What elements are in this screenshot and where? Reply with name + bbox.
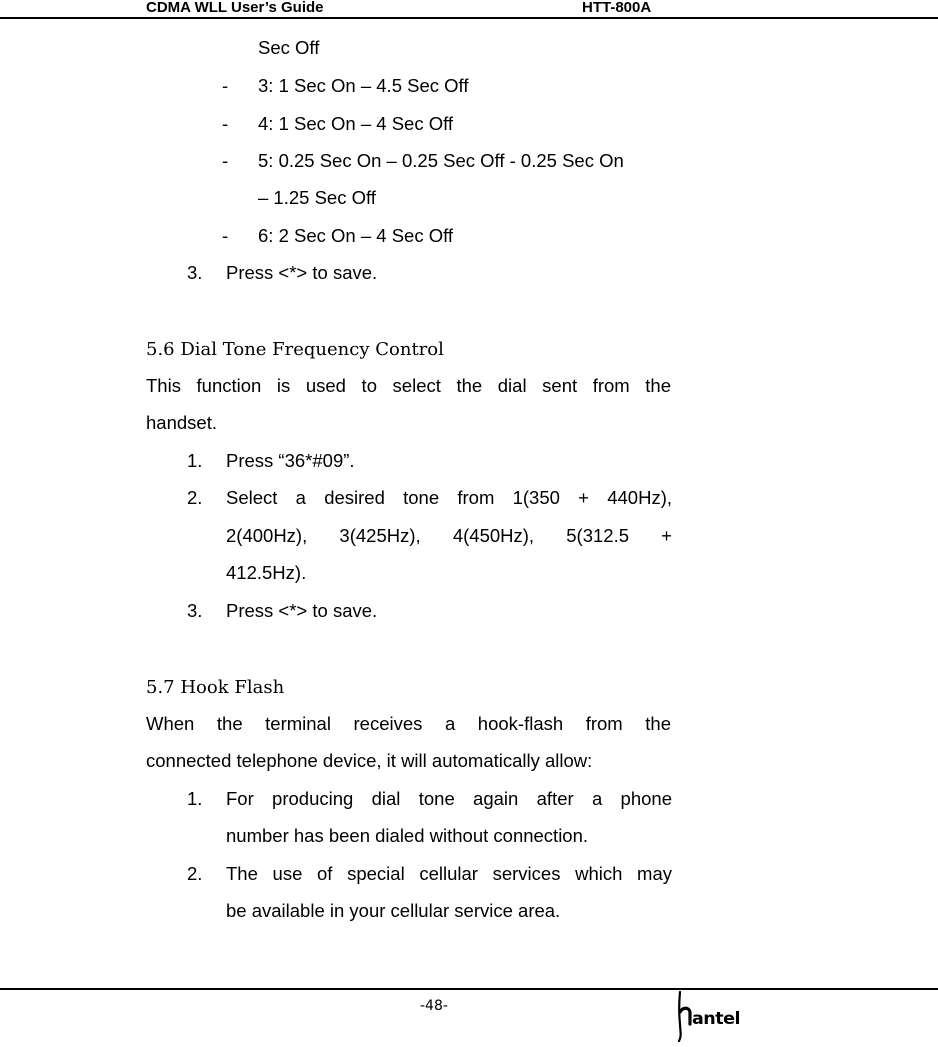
step-number: 3. [187,600,203,621]
step-text: Select a desired tone from 1(350 + 440Hz), [226,487,672,508]
step-number: 2. [187,487,203,508]
step-text: be available in your cellular service area. [226,900,561,921]
section-intro-line: handset. [146,412,217,433]
step-text: Press <*> to save. [226,600,378,621]
step-number: 2. [187,863,203,884]
list-item: 5: 0.25 Sec On – 0.25 Sec Off - 0.25 Sec On [258,150,624,171]
list-marker: - [222,113,229,134]
section-heading: 5.6 Dial Tone Frequency Control [146,339,444,360]
step-text: For producing dial tone again after a phone [226,788,672,809]
step-text: 2(400Hz), 3(425Hz), 4(450Hz), 5(312.5 + [226,525,672,546]
step-number: 1. [187,788,203,809]
list-item: 3: 1 Sec On – 4.5 Sec Off [258,75,469,96]
step-text: The use of special cellular services which may [226,863,672,884]
step-number: 1. [187,450,203,471]
list-item: 6: 2 Sec On – 4 Sec Off [258,225,454,246]
page-number: -48- [420,998,448,1014]
list-continuation: Sec Off [258,37,320,58]
header-model: HTT-800A [582,0,652,16]
section-heading: 5.7 Hook Flash [146,677,285,698]
header-rule [0,17,938,19]
list-item-continuation: – 1.25 Sec Off [258,187,376,208]
section-intro-line: connected telephone device, it will automatically allow: [146,750,593,771]
list-marker: - [222,75,229,96]
section-intro-line: When the terminal receives a hook-flash from the [146,713,671,734]
list-marker: - [222,225,229,246]
logo-text: antel [692,1009,740,1029]
step-number: 3. [187,262,203,283]
header-title: CDMA WLL User’s Guide [146,0,324,16]
section-intro-line: This function is used to select the dial sent from the [146,375,671,396]
hantel-logo [674,990,744,1042]
hantel-logo-icon [674,990,744,1042]
step-text: Press “36*#09”. [226,450,355,471]
footer-rule [0,988,938,990]
list-marker: - [222,150,229,171]
list-item: 4: 1 Sec On – 4 Sec Off [258,113,454,134]
step-text: 412.5Hz). [226,562,307,583]
step-text: number has been dialed without connection. [226,825,589,846]
step-text: Press <*> to save. [226,262,378,283]
